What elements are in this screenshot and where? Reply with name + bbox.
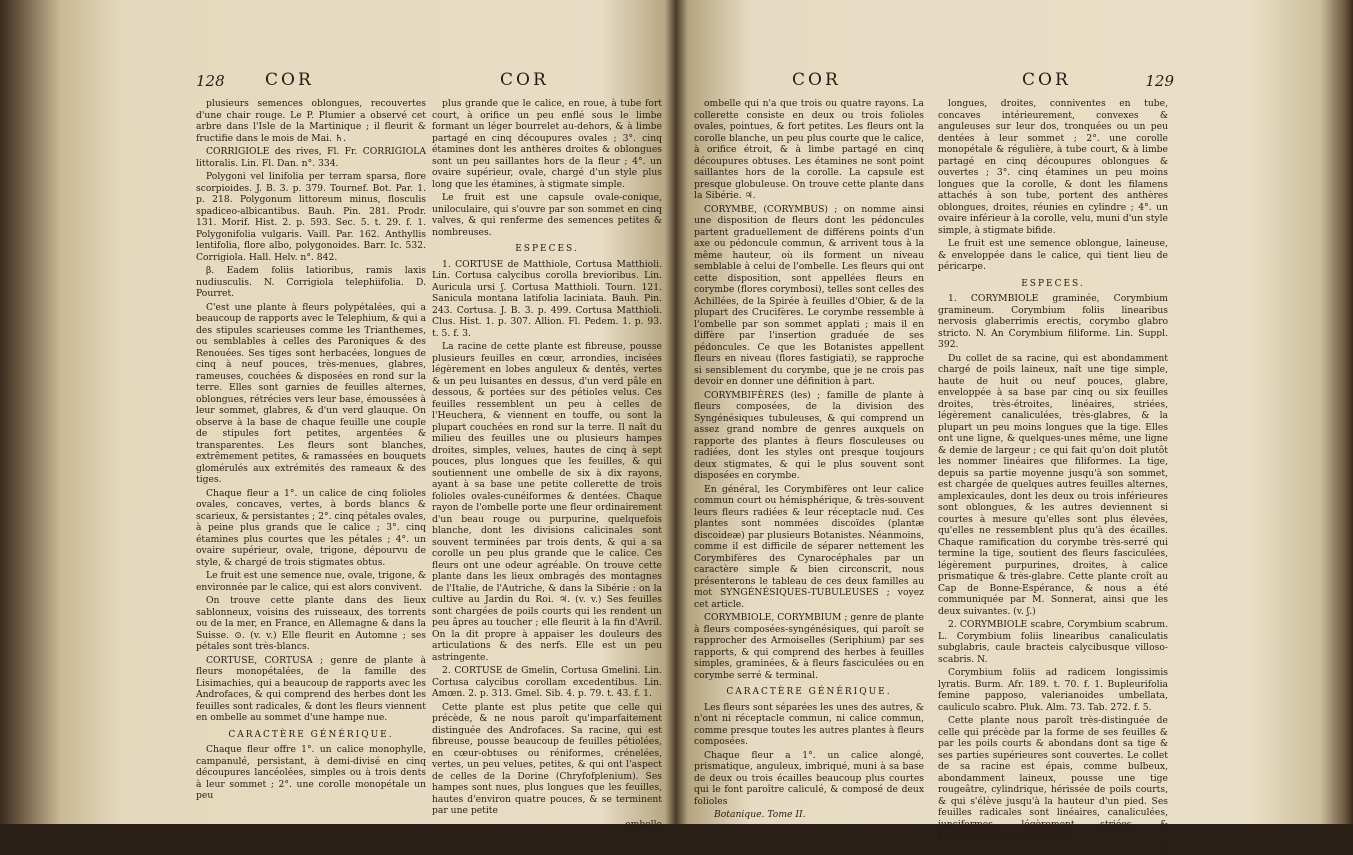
paragraph: Le fruit est une capsule ovale-conique, uniloculaire, qui s'ouvre par son sommet en cinq valves, & qui renferme des semences petites & nombreuses. <box>432 192 662 238</box>
left-column-2 <box>432 98 662 830</box>
page-number: 129 <box>1145 72 1174 90</box>
head-word: COR <box>792 70 841 90</box>
page-footer: Botanique. Tome II. <box>714 809 924 821</box>
paragraph: CORYMBIOLE, CORYMBIUM ; genre de plante à fleurs composées-syngénésiques, qui paroît se rapprocher des Armoiselles (Seriphium) par ses rapports, & qui comprend des herbes à feuilles simples, graminées, & à fleurs fasciculées ou en corymbe serré & terminal. <box>694 612 924 681</box>
signature-mark: R <box>938 844 1168 855</box>
section-heading: ESPECES. <box>938 279 1168 291</box>
paragraph: CORTUSE, CORTUSA ; genre de plante à fleurs monopétalées, de la famille des Lisimachies, qui a beaucoup de rapports avec les Androfaces, & qui comprend des herbes dont les feuilles sont radicales, & dont les fleurs viennent en ombelle au sommet d'une hampe nue. <box>196 655 426 724</box>
catchword: ombelle <box>432 819 662 831</box>
head-word: COR <box>265 70 314 90</box>
paragraph: Corymbium foliis ad radicem longissimis lyratis. Burm. Afr. 189. t. 70. f. 1. Bupleurifolia femine papposo, valerianoides umbellata, cauliculo scabro. Pluk. Alm. 73. Tab. 272. f. 5. <box>938 667 1168 713</box>
left-page <box>180 0 665 824</box>
paragraph: Chaque fleur offre 1°. un calice monophylle, campanulé, persistant, à demi-divisé en cinq découpures lancéolées, simples ou à trois dents à leur sommet ; 2°. une corolle monopétale un peu <box>196 744 426 802</box>
paragraph: Le fruit est une semence oblongue, laineuse, & enveloppée dans le calice, qui tient lieu de péricarpe. <box>938 238 1168 273</box>
section-heading: CARACTÈRE GÉNÉRIQUE. <box>196 730 426 742</box>
right-column-1 <box>694 98 924 821</box>
paragraph: Cette plante nous paroît très-distinguée de celle qui précède par la forme de ses feuilles & par les poils courts & abondans dont sa tige & ses parties supérieures sont couvertes. Le collet de sa racine est épais, comme bulbeux, abondamment laineux, pousse une tige rougeâtre, cylindrique, hérissée de poils courts, & qui s'élève jusqu'à la hauteur d'un pied. Ses feuilles radicales sont linéaires, canaliculées, junciformes, légèrement striées, & presqu'entièrement glabres. <box>938 715 1168 842</box>
running-head <box>692 70 1182 94</box>
paragraph: La racine de cette plante est fibreuse, pousse plusieurs feuilles en cœur, arrondies, incisées légèrement en lobes anguleux & dentés, vertes & un peu luisantes en dessus, d'un verd pâle en dessous, & portées sur des pétioles velus. Ces feuilles ressemblent un peu à celles de l'Heuchera, & viennent en touffe, ou sont la plupart couchées en rond sur la terre. Il naît du milieu des feuilles une ou plusieurs hampes droites, simples, velues, hautes de cinq à sept pouces, plus longues que les feuilles, & qui soutiennent une ombelle de six à dix rayons, ayant à sa base une petite collerette de trois folioles ovales-cunéiformes & dentées. Chaque rayon de l'ombelle porte une fleur ordinairement d'un beau rouge ou purpurine, quelquefois blanche, dont les divisions calicinales sont souvent terminées par trois dents, & qui a sa corolle un peu plus grande que le calice. Ces fleurs ont une odeur agréable. On trouve cette plante dans les lieux ombragés des montagnes de l'Italie, de l'Autriche, & dans la Sibérie : on la cultive au Jardin du Roi. ♃. (v. v.) Ses feuilles sont chargées de poils courts qui les rendent un peu âpres au toucher ; elle fleurit à la fin d'Avril. On la dit propre à appaiser les douleurs des articulations & des nerfs. Elle est un peu astringente. <box>432 341 662 663</box>
paragraph: Le fruit est une semence nue, ovale, trigone, & environnée par le calice, qui est alors convivent. <box>196 570 426 593</box>
running-head <box>180 70 665 94</box>
paragraph: Chaque fleur a 1°. un calice alongé, prismatique, anguleux, imbriqué, muni à sa base de deux ou trois écailles beaucoup plus courtes qui le font paroître caliculé, & composé de deux folioles <box>694 750 924 808</box>
head-word: COR <box>500 70 549 90</box>
paragraph: Chaque fleur a 1°. un calice de cinq folioles ovales, concaves, vertes, à bords blancs & scarieux, & persistantes ; 2°. cinq pétales ovales, à peine plus grands que le calice ; 3°. cinq étamines plus courtes que les pétales ; 4°. un ovaire supérieur, ovale, trigone, dépourvu de style, & chargé de trois stigmates obtus. <box>196 488 426 569</box>
paragraph: C'est une plante à fleurs polypétalées, qui a beaucoup de rapports avec le Telephium, & qui a des stipules scarieuses comme les Trianthemes, ou semblables à celles des Paroniques & des Renouées. Ses tiges sont herbacées, longues de cinq à neuf pouces, très-menues, glabres, rameuses, couchées & disposées en rond sur la terre. Elles sont garnies de feuilles alternes, oblongues, rétrécies vers leur base, émoussées à leur sommet, glabres, & d'un verd glauque. On observe à la base de chaque feuille une couple de stipules fort petites, argentées & transparentes. Les fleurs sont blanches, extrêmement petites, & ramassées en bouquets glomérulés aux extrémités des rameaux & des tiges. <box>196 302 426 486</box>
paragraph: CORYMBIFÈRES (les) ; famille de plante à fleurs composées, de la division des Syngénésiques tubuleuses, & qui comprend un assez grand nombre de genres auxquels on rapporte des plantes à fleurs flosculeuses ou radiées, dont les styles ont presque toujours deux stigmates, & qui le plus souvent sont disposées en corymbe. <box>694 390 924 482</box>
paragraph: ombelle qui n'a que trois ou quatre rayons. La collerette consiste en deux ou trois folioles ovales, pointues, & fort petites. Les fleurs ont la corolle blanche, un peu plus courte que le calice, à orifice étroit, & à limbe partagé en cinq découpures obtuses. Les étamines ne sont point saillantes hors de la corolle. La capsule est presque globuleuse. On trouve cette plante dans la Sibérie. ♃. <box>694 98 924 202</box>
paragraph: 1. CORTUSE de Matthiole, Cortusa Matthioli. Lin. Cortusa calycibus corolla brevioribus. Lin. Auricula ursi ʃ. Cortusa Matthioli. Tourn. 121. Sanicula montana latifolia laciniata. Bauh. Pin. 243. Cortusa. J. B. 3. p. 499. Cortusa Matthioli. Clus. Hist. 1. p. 307. Allion. Fl. Pedem. 1. p. 93. t. 5. f. 3. <box>432 259 662 340</box>
paragraph: On trouve cette plante dans des lieux sablonneux, voisins des ruisseaux, des torrents ou de la mer, en France, en Allemagne & dans la Suisse. ⊙. (v. v.) Elle fleurit en Automne ; ses pétales sont très-blancs. <box>196 595 426 653</box>
paragraph: CORYMBE, (CORYMBUS) ; on nomme ainsi une disposition de fleurs dont les pédoncules partent graduellement de différens points d'un axe ou pédoncule commun, & arrivent tous à la même hauteur, où ils forment un niveau semblable à celui de l'ombelle. Les fleurs qui ont cette disposition, sont appellées fleurs en corymbe (flores corymbosi), telles sont celles des Achillées, de la Spirée à feuilles d'Obier, & de la plupart des Crucifères. Le corymbe ressemble à l'ombelle par son sommet applati ; mais il en diffère par l'insertion graduée de ses pédoncules. Ce que les Botanistes appellent fleurs en niveau (flores fastigiati), se rapproche si sensiblement du corymbe, que je ne crois pas devoir en donner une définition à part. <box>694 204 924 388</box>
section-heading: ESPECES. <box>432 244 662 256</box>
paragraph: CORRIGIOLE des rives, Fl. Fr. CORRIGIOLA littoralis. Lin. Fl. Dan. n°. 334. <box>196 146 426 169</box>
paragraph: longues, droites, conniventes en tube, concaves intérieurement, convexes & anguleuses sur leur dos, tronquées ou un peu dentées à leur sommet ; 2°. une corolle monopétale & régulière, à tube court, & à limbe partagé en cinq découpures oblongues & ouvertes ; 3°. cinq étamines un peu moins longues que la corolle, & dont les filamens attachés à son tube, portent des anthères oblongues, droites, réunies en cylindre ; 4°. un ovaire inférieur à la corolle, velu, muni d'un style simple, à stigmate bifide. <box>938 98 1168 236</box>
head-word: COR <box>1022 70 1071 90</box>
section-heading: CARACTÈRE GÉNÉRIQUE. <box>694 687 924 699</box>
right-page <box>692 0 1182 824</box>
page-number: 128 <box>196 72 225 90</box>
paragraph: Du collet de sa racine, qui est abondamment chargé de poils laineux, naît une tige simple, haute de huit ou neuf pouces, glabre, enveloppée à sa base par cinq ou six feuilles droites, très-étroites, linéaires, striées, légèrement canaliculées, très-glabres, & la plupart un peu moins longues que la tige. Elles ont une ligne, & quelques-unes même, une ligne & demie de largeur ; ce qui fait qu'on doit plutôt les nommer linéaires que filiformes. La tige, depuis sa partie moyenne jusqu'à son sommet, est chargée de quelques autres feuilles alternes, amplexicaules, dont les deux ou trois inférieures sont oblongues, & les autres deviennent si courtes à mesure qu'elles sont plus élevées, qu'elles ne ressemblent plus qu'à des écailles. Chaque ramification du corymbe très-serré qui termine la tige, soutient des fleurs fasciculées, légèrement purpurines, droites, à calice prismatique & très-glabre. Cette plante croît au Cap de Bonne-Espérance, & nous a été communiquée par M. Sonnerat, ainsi que les deux suivantes. (v. ʃ.) <box>938 353 1168 618</box>
left-column-1 <box>196 98 426 804</box>
paragraph: plusieurs semences oblongues, recouvertes d'une chair rouge. Le P. Plumier a observé cet arbre dans l'Isle de la Martinique ; il fleurit & fructifie dans le mois de Mai. ♄. <box>196 98 426 144</box>
paragraph: 2. CORTUSE de Gmelin, Cortusa Gmelini. Lin. Cortusa calycibus corollam excedentibus. Lin. Amœn. 2. p. 313. Gmel. Sib. 4. p. 79. t. 43. f. 1. <box>432 665 662 700</box>
paragraph: En général, les Corymbifères ont leur calice commun court ou hémisphérique, & très-souvent leurs fleurs radiées & leur réceptacle nud. Ces plantes sont nommées discoïdes (plantæ discoideæ) par plusieurs Botanistes. Néanmoins, comme il est difficile de séparer nettement les Corymbifères des Cynarocéphales par un caractère simple & bien circonscrit, nous présenterons le tableau de ces deux familles au mot SYNGÉNÉSIQUES-TUBULEUSES ; voyez cet article. <box>694 484 924 611</box>
paragraph: plus grande que le calice, en roue, à tube fort court, à orifice un peu enflé sous le limbe formant un léger bourrelet au-dehors, & à limbe partagé en cinq découpures ovales ; 3°. cinq étamines dont les anthères droites & oblongues sont un peu saillantes hors de la fleur ; 4°. un ovaire supérieur, ovale, chargé d'un style plus long que les étamines, à stigmate simple. <box>432 98 662 190</box>
paragraph: Cette plante est plus petite que celle qui précède, & ne nous paroît qu'imparfaitement distinguée des Androfaces. Sa racine, qui est fibreuse, pousse beaucoup de feuilles pétiolées, en cœur-obtuses ou réniformes, crénelées, vertes, un peu velues, petites, & qui ont l'aspect de celles de la Dorine (Chryfofplenium). Ses hampes sont nues, plus longues que les feuilles, hautes d'environ quatre pouces, & se terminent par une petite <box>432 702 662 817</box>
paragraph: 2. CORYMBIOLE scabre, Corymbium scabrum. L. Corymbium foliis linearibus canaliculatis subglabris, caule bracteis calycibusque villoso-scabris. N. <box>938 619 1168 665</box>
paragraph: 1. CORYMBIOLE graminée, Corymbium gramineum. Corymbium foliis linearibus nervosis glaberrimis erectis, corymbo glabro stricto. N. An Corymbium filiforme. Lin. Suppl. 392. <box>938 293 1168 351</box>
paragraph: Les fleurs sont séparées les unes des autres, & n'ont ni réceptacle commun, ni calice commun, comme presque toutes les autres plantes à fleurs composées. <box>694 702 924 748</box>
paragraph: Polygoni vel linifolia per terram sparsa, flore scorpioides. J. B. 3. p. 379. Tournef. Bot. Par. 1. p. 218. Polygonum littoreum minus, flosculis spadiceo-albicantibus. Bauh. Pin. 281. Prodr. 131. Morif. Hist. 2. p. 593. Sec. 5. t. 29. f. 1. Polygonifolia vulgaris. Vaill. Par. 162. Anthyllis lentifolia, flore albo, polygonoides. Barr. Ic. 532. Corrigiola. Hall. Helv. n°. 842. <box>196 171 426 263</box>
right-column-2 <box>938 98 1168 855</box>
paragraph: β. Eadem foliis latioribus, ramis laxis nudiusculis. N. Corrigiola telephiifolia. D. Pourret. <box>196 265 426 300</box>
